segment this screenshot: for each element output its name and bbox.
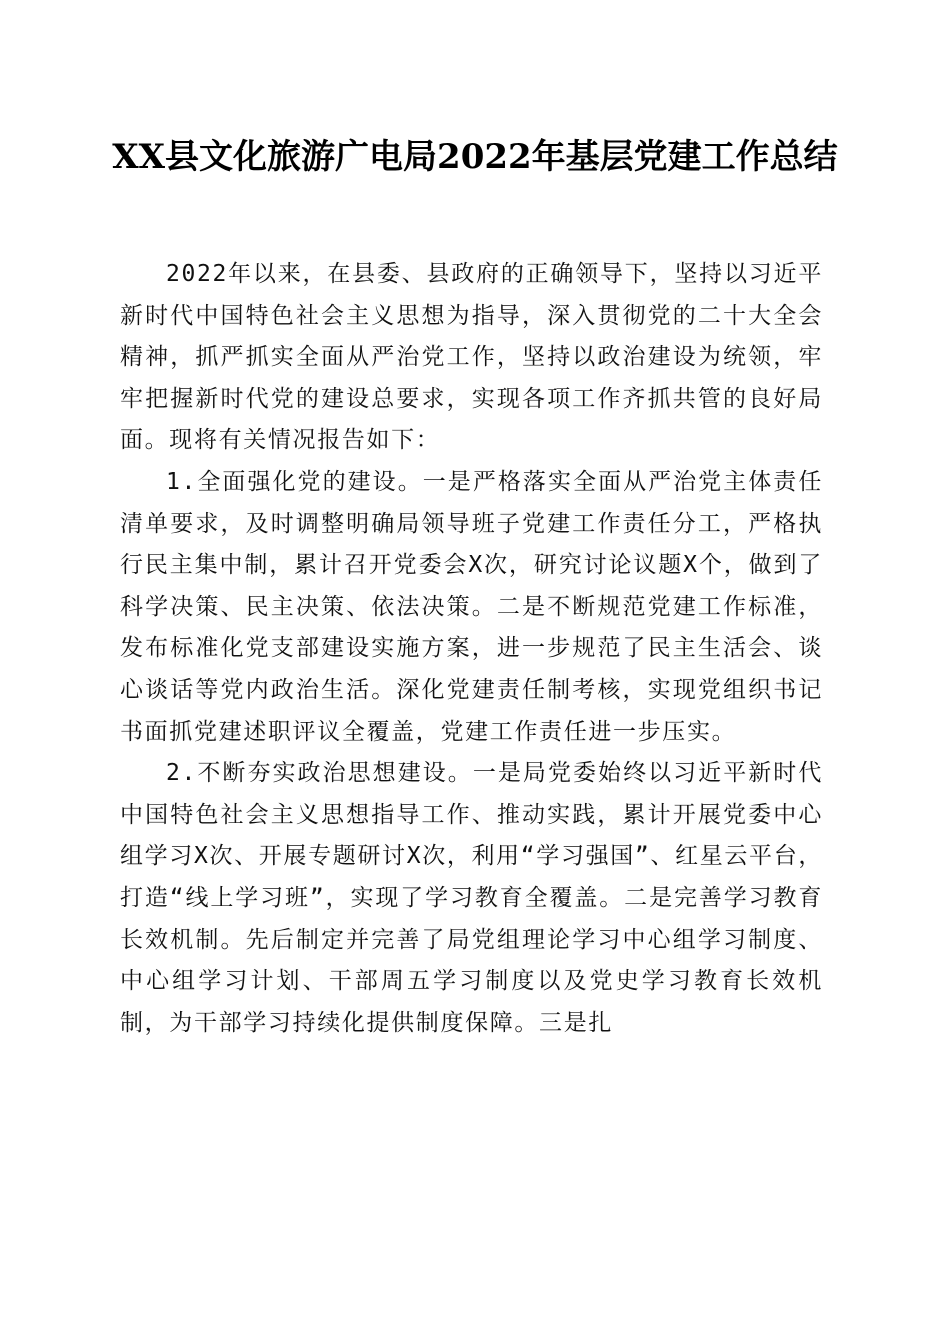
document-body [120, 254, 823, 1044]
paragraph-intro: 2022年以来，在县委、县政府的正确领导下，坚持以习近平新时代中国特色社会主义思想为指导，深入贯彻党的二十大全会精神，抓严抓实全面从严治党工作，坚持以政治建设为统领，牢牢把握新时代党的建设总要求，实现各项工作齐抓共管的良好局面。现将有关情况报告如下： [120, 261, 823, 454]
paragraph-section-2: 2.不断夯实政治思想建设。一是局党委始终以习近平新时代中国特色社会主义思想指导工作、推动实践，累计开展党委中心组学习X次、开展专题研讨X次，利用“学习强国”、红星云平台，打造“线上学习班”，实现了学习教育全覆盖。二是完善学习教育长效机制。先后制定并完善了局党组理论学习中心组学习制度、中心组学习计划、干部周五学习制度以及党史学习教育长效机制，为干部学习持续化提供制度保障。三是扎 [120, 760, 823, 1036]
document-title: XX县文化旅游广电局2022年基层党建工作总结 [112, 137, 838, 177]
paragraph-section-1: 1.全面强化党的建设。一是严格落实全面从严治党主体责任清单要求，及时调整明确局领导班子党建工作责任分工，严格执行民主集中制，累计召开党委会X次，研究讨论议题X个，做到了科学决策、民主决策、依法决策。二是不断规范党建工作标准，发布标准化党支部建设实施方案，进一步规范了民主生活会、谈心谈话等党内政治生活。深化党建责任制考核，实现党组织书记书面抓党建述职评议全覆盖，党建工作责任进一步压实。 [120, 468, 823, 745]
